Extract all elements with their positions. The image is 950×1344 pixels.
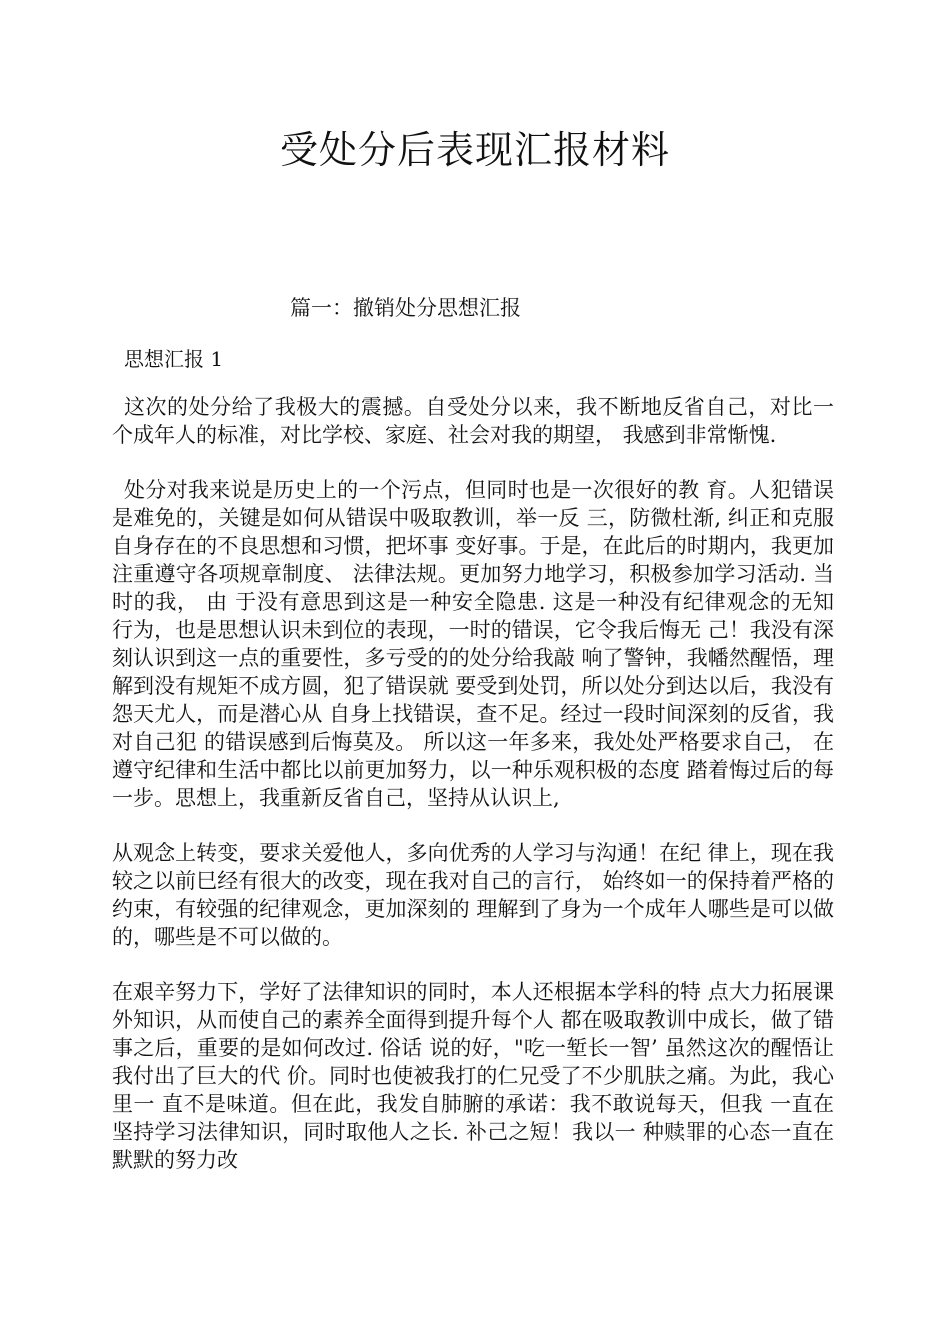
paragraph: 从观念上转变，要求关爱他人，多向优秀的人学习与沟通！在纪 律上，现在我较之以前巳经有很大的改变，现在我对自己的言行， 始终如一的保持着严格的约束，有较强的纪律观念，更加深刻的 理解到了身为一个成年人哪些是可以做的，哪些是不可以做的。 xyxy=(112,841,834,949)
document-title: 受处分后表现汇报材料 xyxy=(279,128,670,172)
paragraph: 在艰辛努力下，学好了法律知识的同时，本人还根据本学科的特 点大力拓展课外知识，从而使自己的素养全面得到提升每个人 都在吸取教训中成长，做了错事之后，重要的是如何改过. 俗话 说的好，"吃一堑长一智’ 虽然这次的醒悟让我付出了巨大的代 价。同时也使被我打的仁兄受了不少肌肤之痛。为此，我心里一 直不是味道。但在此，我发自肺腑的承诺：我不敢说每天，但我 一直在坚持学习法律知识，同时取他人之长. 补己之短！我以一 种赎罪的心态一直在默默的努力改 xyxy=(112,980,834,1172)
paragraph: 这次的处分给了我极大的震撼。自受处分以来，我不断地反省自己，对比一个成年人的标准，对比学校、家庭、社会对我的期望， 我感到非常惭愧. xyxy=(112,395,834,447)
document-body xyxy=(112,393,834,1201)
section-title: 篇一：撤销处分思想汇报 xyxy=(290,296,521,320)
sub-title: 思想汇报 1 xyxy=(124,347,224,371)
paragraph: 处分对我来说是历史上的一个污点，但同时也是一次很好的教 育。人犯错误是难免的，关键是如何从错误中吸取教训，举一反 三，防微杜渐, 纠正和克服自身存在的不良思想和习惯，把坏事 变好事。于是，在此后的时期内，我更加注重遵守各项规章制度、 法律法规。更加努力地学习，积极参加学习活动. 当时的我， 由 于没有意思到这是一种安全隐患. 这是一种没有纪律观念的无知 行为，也是思想认识未到位的表现，一时的错误，它令我后悔无 己！我没有深刻认识到这一点的重要性，多亏受的的处分给我敲 响了警钟，我幡然醒悟，理解到没有规矩不成方圆，犯了错误就 要受到处罚，所以处分到达以后，我没有怨天尤人，而是潜心从 自身上找错误，查不足。经过一段时间深刻的反省，我对自己犯 的错误感到后悔莫及。 所以这一年多来，我处处严格要求自己， 在遵守纪律和生活中都比以前更加努力，以一种乐观积极的态度 踏着悔过后的每一步。思想上，我重新反省自己，坚持从认识上, xyxy=(112,478,834,810)
